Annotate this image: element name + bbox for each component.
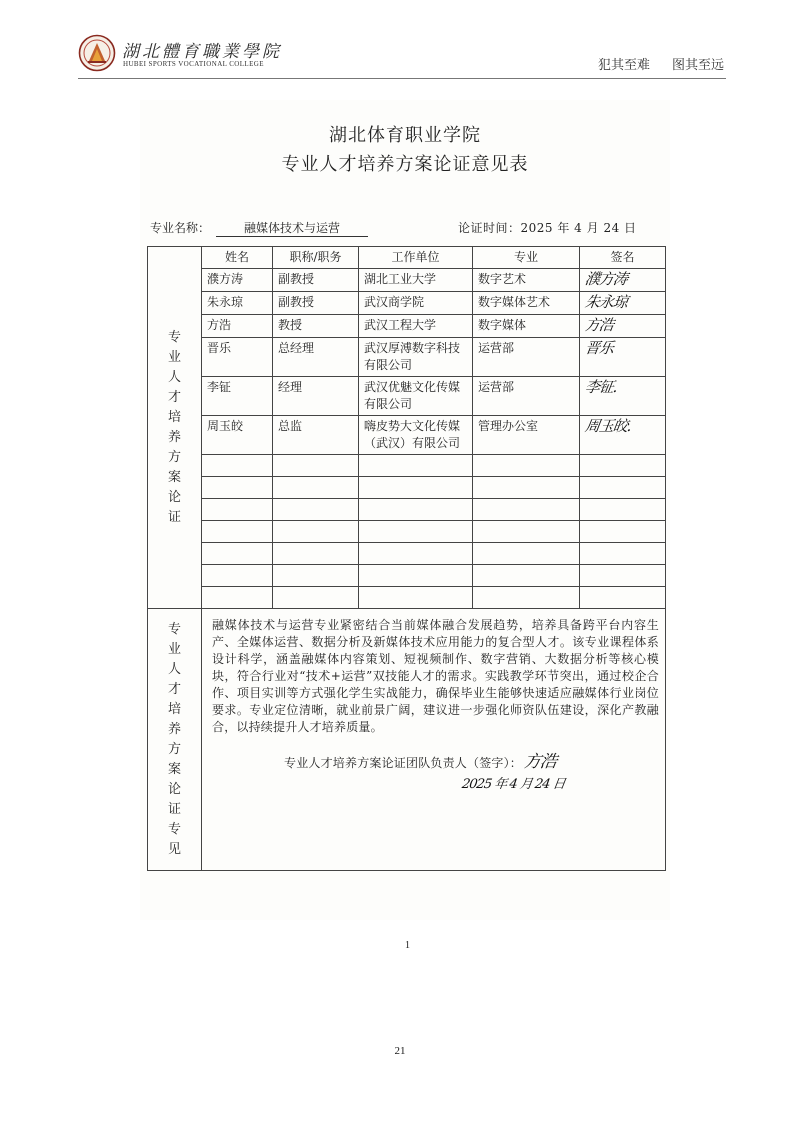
- member-name: 周玉皎: [202, 416, 273, 455]
- member-signature: [580, 377, 666, 416]
- empty-row: [148, 565, 666, 587]
- signature-date: 2025 年 4 月 24 日: [460, 777, 566, 792]
- table-row: [148, 416, 666, 455]
- member-title: 总经理: [273, 338, 359, 377]
- slogan-part-2: 图其至远: [671, 58, 724, 73]
- date-label: 论证时间：: [458, 221, 521, 235]
- member-name: 李钲: [202, 377, 273, 416]
- member-major: 数字媒体艺术: [473, 292, 580, 315]
- member-name: 濮方涛: [202, 269, 273, 292]
- opinion-row: [148, 609, 666, 871]
- header-name: 姓名: [202, 247, 273, 269]
- member-unit: 武汉工程大学: [359, 315, 473, 338]
- form-title-college: 湖北体育职业学院: [329, 125, 481, 146]
- member-name: 朱永琼: [202, 292, 273, 315]
- empty-row: [148, 455, 666, 477]
- college-name-en: HUBEI SPORTS VOCATIONAL COLLEGE: [123, 60, 264, 68]
- member-major: 运营部: [473, 338, 580, 377]
- college-name-cn: 湖北體育職業學院: [122, 42, 282, 62]
- member-title: 经理: [273, 377, 359, 416]
- major-value: 融媒体技术与运营: [216, 219, 368, 237]
- members-side-label: 专业人才培养方案论证: [148, 247, 202, 609]
- college-logo-icon: [78, 34, 116, 72]
- header-signature: 签名: [580, 247, 666, 269]
- member-unit: 武汉商学院: [359, 292, 473, 315]
- table-row: [148, 338, 666, 377]
- member-unit: 湖北工业大学: [359, 269, 473, 292]
- header-unit: 工作单位: [359, 247, 473, 269]
- member-unit: 嗨皮势大文化传媒（武汉）有限公司: [359, 416, 473, 455]
- member-signature: [580, 292, 666, 315]
- opinion-cell: [202, 609, 666, 871]
- handwritten-signature: 方浩: [583, 316, 615, 334]
- member-title: 副教授: [273, 292, 359, 315]
- member-major: 数字媒体: [473, 315, 580, 338]
- member-title: 教授: [273, 315, 359, 338]
- opinion-side-label: 专业人才培养方案论证专见: [148, 609, 202, 871]
- page-header: [78, 34, 726, 80]
- member-name: 方浩: [202, 315, 273, 338]
- member-signature: [580, 269, 666, 292]
- header-major: 专业: [473, 247, 580, 269]
- review-table: [147, 246, 666, 871]
- member-title: 总监: [273, 416, 359, 455]
- date-value: 2025 年 4 月 24 日: [520, 221, 637, 235]
- date-field: [458, 219, 637, 236]
- table-row: [148, 315, 666, 338]
- header-title: 职称/职务: [273, 247, 359, 269]
- page-number: 21: [394, 1045, 406, 1057]
- member-unit: 武汉厚溥数字科技有限公司: [359, 338, 473, 377]
- empty-row: [148, 521, 666, 543]
- member-name: 晋乐: [202, 338, 273, 377]
- empty-row: [148, 543, 666, 565]
- opinion-text: 融媒体技术与运营专业紧密结合当前媒体融合发展趋势，培养具备跨平台内容生产、全媒体运营、数据分析及新媒体技术应用能力的复合型人才。该专业课程体系设计科学，涵盖融媒体内容策划、短视频制作、数字营销、大数据分析等核心模块，符合行业对“技术+运营”双技能人才的需求。实践教学环节突出，通过校企合作、项目实训等方式强化学生实战能力，确保毕业生能够快速适应融媒体行业岗位要求。专业定位清晰，就业前景广阔，建议进一步强化师资队伍建设，深化产教融合，以持续提升人才培养质量。: [212, 618, 659, 734]
- member-signature: [580, 315, 666, 338]
- empty-row: [148, 499, 666, 521]
- member-major: 数字艺术: [473, 269, 580, 292]
- member-signature: [580, 416, 666, 455]
- handwritten-signature: 周玉皎.: [583, 417, 633, 435]
- major-label: 专业名称：: [150, 221, 211, 235]
- signature-label: 专业人才培养方案论证团队负责人（签字）：: [284, 756, 523, 770]
- member-major: 管理办公室: [473, 416, 580, 455]
- inner-page-number: 1: [405, 940, 410, 951]
- member-title: 副教授: [273, 269, 359, 292]
- header-divider: [78, 78, 726, 79]
- handwritten-signature: 晋乐: [583, 339, 615, 357]
- table-row: [148, 292, 666, 315]
- member-unit: 武汉优魅文化传媒有限公司: [359, 377, 473, 416]
- slogan-part-1: 犯其至难: [597, 58, 650, 73]
- member-signature: [580, 338, 666, 377]
- form-title: 专业人才培养方案论证意见表: [281, 154, 529, 175]
- empty-row: [148, 477, 666, 499]
- slogan: [598, 54, 724, 73]
- empty-row: [148, 587, 666, 609]
- leader-signature: 方浩: [522, 752, 558, 772]
- signature-line: [212, 754, 659, 772]
- member-major: 运营部: [473, 377, 580, 416]
- handwritten-signature: 濮方涛: [583, 270, 629, 288]
- table-header-row: [148, 247, 666, 269]
- handwritten-signature: 朱永琼: [583, 293, 629, 311]
- table-row: [148, 377, 666, 416]
- table-row: [148, 269, 666, 292]
- handwritten-signature: 李钲.: [583, 378, 619, 396]
- major-field: [150, 219, 368, 237]
